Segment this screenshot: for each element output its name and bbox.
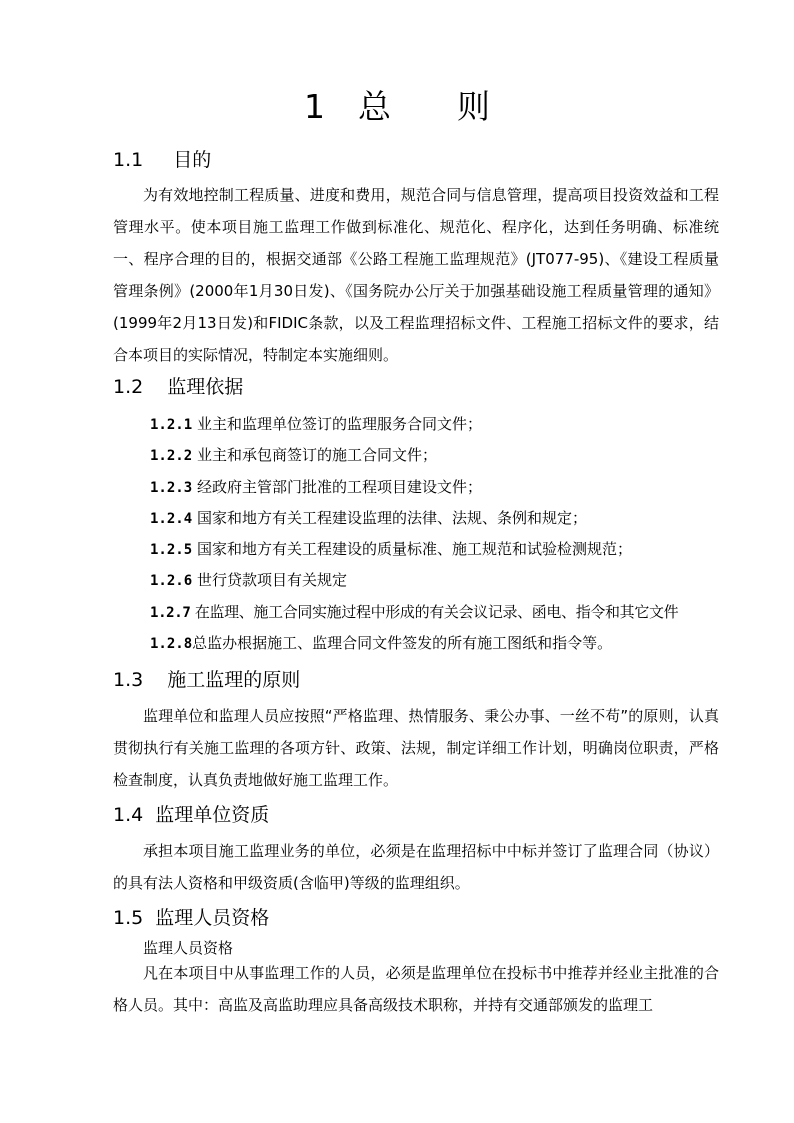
sub-label: 监理人员资格	[143, 939, 234, 957]
section-paragraph-qualification: 承担本项目施工监理业务的单位，必须是在监理招标中中标并签订了监理合同（协议）的具有法人资格和甲级资质(含临甲)等级的监理组织。	[113, 842, 719, 892]
item-text: 国家和地方有关工程建设的质量标准、施工规范和试验检测规范；	[196, 540, 632, 558]
list-item	[150, 569, 347, 592]
section-heading-1-3	[113, 666, 300, 694]
item-number: 1.2.3	[150, 480, 193, 496]
list-item	[150, 601, 678, 624]
item-text: 业主和承包商签订的施工合同文件；	[196, 446, 437, 464]
section-title: 监理人员资格	[155, 907, 270, 929]
item-text: 经政府主管部门批准的工程项目建设文件；	[196, 478, 482, 496]
section-heading-1-2	[113, 373, 243, 401]
item-text: 总监办根据施工、监理合同文件签发的所有施工图纸和指令等。	[192, 634, 613, 652]
section-title: 监理单位资质	[155, 804, 270, 826]
item-number: 1.2.7	[150, 605, 191, 621]
list-item	[150, 507, 587, 530]
list-item	[150, 632, 612, 655]
item-number: 1.2.8	[150, 636, 193, 652]
section-heading-1-5	[113, 904, 269, 932]
section-number: 1.3	[113, 669, 144, 691]
item-number: 1.2.4	[150, 511, 193, 527]
section-title: 监理依据	[167, 376, 244, 398]
section-paragraph-personnel: 凡在本项目中从事监理工作的人员，必须是监理单位在投标书中推荐并经业主批准的合格人员。其中：高监及高监助理应具备高级技术职称，并持有交通部颁发的监理工	[113, 964, 719, 1014]
list-item	[150, 476, 482, 499]
item-number: 1.2.5	[150, 542, 193, 558]
section-number: 1.5	[113, 907, 144, 929]
list-item	[150, 538, 632, 561]
section-title: 施工监理的原则	[167, 669, 301, 691]
section-paragraph-principles: 监理单位和监理人员应按照“严格监理、热情服务、秉公办事、一丝不苟”的原则，认真贯彻执行有关施工监理的各项方针、政策、法规，制定详细工作计划，明确岗位职责，严格检查制度，认真负责地做好施工监理工作。	[113, 707, 719, 789]
item-number: 1.2.1	[150, 417, 193, 433]
item-number: 1.2.6	[150, 573, 193, 589]
section-number: 1.2	[113, 376, 144, 398]
section-heading-1-4	[113, 801, 269, 829]
item-text: 在监理、施工合同实施过程中形成的有关会议记录、函电、指令和其它文件	[194, 603, 679, 621]
section-heading-1-1	[113, 146, 211, 174]
section-title: 目的	[173, 149, 212, 171]
item-text: 国家和地方有关工程建设监理的法律、法规、条例和规定；	[196, 509, 587, 527]
section-number: 1.4	[113, 804, 144, 826]
list-item	[150, 413, 482, 436]
item-text: 业主和监理单位签订的监理服务合同文件；	[196, 415, 482, 433]
chapter-title: 1 总 则	[304, 87, 490, 126]
section-paragraph-purpose: 为有效地控制工程质量、进度和费用，规范合同与信息管理，提高项目投资效益和工程管理水平。使本项目施工监理工作做到标准化、规范化、程序化，达到任务明确、标准统一、程序合理的目的，根据交通部《公路工程施工监理规范》(JT077-95)、《建设工程质量管理条例》(2000年1月30日发)、《国务院办公厅关于加强基础设施工程质量管理的通知》(1999年2月13日发)和FIDIC条款，以及工程监理招标文件、工程施工招标文件的要求，结合本项目的实际情况，特制定本实施细则。	[113, 186, 719, 364]
item-number: 1.2.2	[150, 448, 193, 464]
list-item	[150, 444, 437, 467]
item-text: 世行贷款项目有关规定	[196, 571, 347, 589]
section-number: 1.1	[113, 149, 144, 171]
